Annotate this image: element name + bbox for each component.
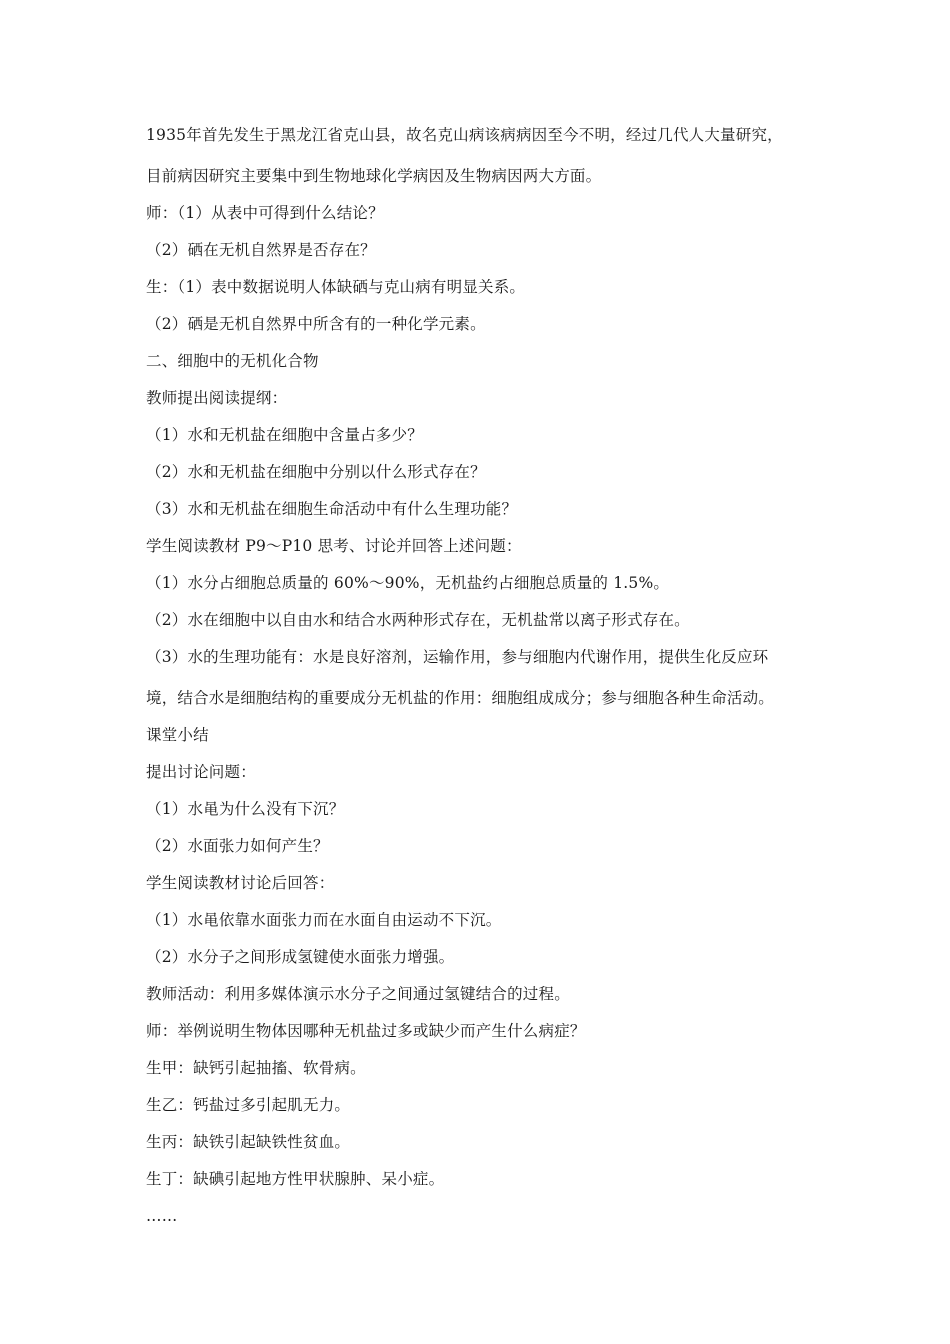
paragraph: 生：（1）表中数据说明人体缺硒与克山病有明显关系。 (146, 278, 526, 296)
paragraph: 师：（1）从表中可得到什么结论？ (146, 204, 384, 222)
paragraph: （1）水分占细胞总质量的 60%～90%，无机盐约占细胞总质量的 1.5%。 (146, 574, 670, 592)
paragraph: （1）水黾为什么没有下沉？ (146, 800, 345, 818)
section-heading: 二、细胞中的无机化合物 (146, 352, 319, 370)
paragraph: 教师提出阅读提纲： (146, 389, 288, 407)
paragraph: （1）水黾依靠水面张力而在水面自由运动不下沉。 (146, 911, 502, 929)
paragraph: （2）硒是无机自然界中所含有的一种化学元素。 (146, 315, 486, 333)
paragraph: （2）水和无机盐在细胞中分别以什么形式存在？ (146, 463, 486, 481)
document-body (146, 124, 836, 1227)
paragraph: 学生阅读教材讨论后回答： (146, 874, 335, 892)
paragraph: 提出讨论问题： (146, 763, 256, 781)
paragraph: （3）水和无机盐在细胞生命活动中有什么生理功能？ (146, 500, 518, 518)
paragraph: （2）水在细胞中以自由水和结合水两种形式存在，无机盐常以离子形式存在。 (146, 611, 690, 629)
paragraph: （2）水面张力如何产生？ (146, 837, 329, 855)
paragraph: （2）水分子之间形成氢键使水面张力增强。 (146, 948, 455, 966)
paragraph: （2）硒在无机自然界是否存在？ (146, 241, 376, 259)
paragraph: 生乙：钙盐过多引起肌无力。 (146, 1096, 351, 1114)
paragraph: （1）水和无机盐在细胞中含量占多少？ (146, 426, 423, 444)
paragraph: 生丁：缺碘引起地方性甲状腺肿、呆小症。 (146, 1170, 445, 1188)
paragraph: （3）水的生理功能有：水是良好溶剂，运输作用，参与细胞内代谢作用，提供生化反应环 (146, 648, 769, 666)
paragraph: 教师活动：利用多媒体演示水分子之间通过氢键结合的过程。 (146, 985, 570, 1003)
paragraph: 1935年首先发生于黑龙江省克山县，故名克山病该病病因至今不明，经过几代人大量研究， (146, 126, 783, 144)
paragraph: 学生阅读教材 P9～P10 思考、讨论并回答上述问题： (146, 537, 522, 555)
ellipsis: …… (146, 1207, 178, 1225)
paragraph: 目前病因研究主要集中到生物地球化学病因及生物病因两大方面。 (146, 167, 602, 185)
paragraph: 生丙：缺铁引起缺铁性贫血。 (146, 1133, 351, 1151)
paragraph: 生甲：缺钙引起抽搐、软骨病。 (146, 1059, 366, 1077)
paragraph: 境，结合水是细胞结构的重要成分无机盐的作用：细胞组成成分；参与细胞各种生命活动。 (146, 689, 775, 707)
section-heading: 课堂小结 (146, 726, 209, 744)
paragraph: 师：举例说明生物体因哪种无机盐过多或缺少而产生什么病症？ (146, 1022, 586, 1040)
